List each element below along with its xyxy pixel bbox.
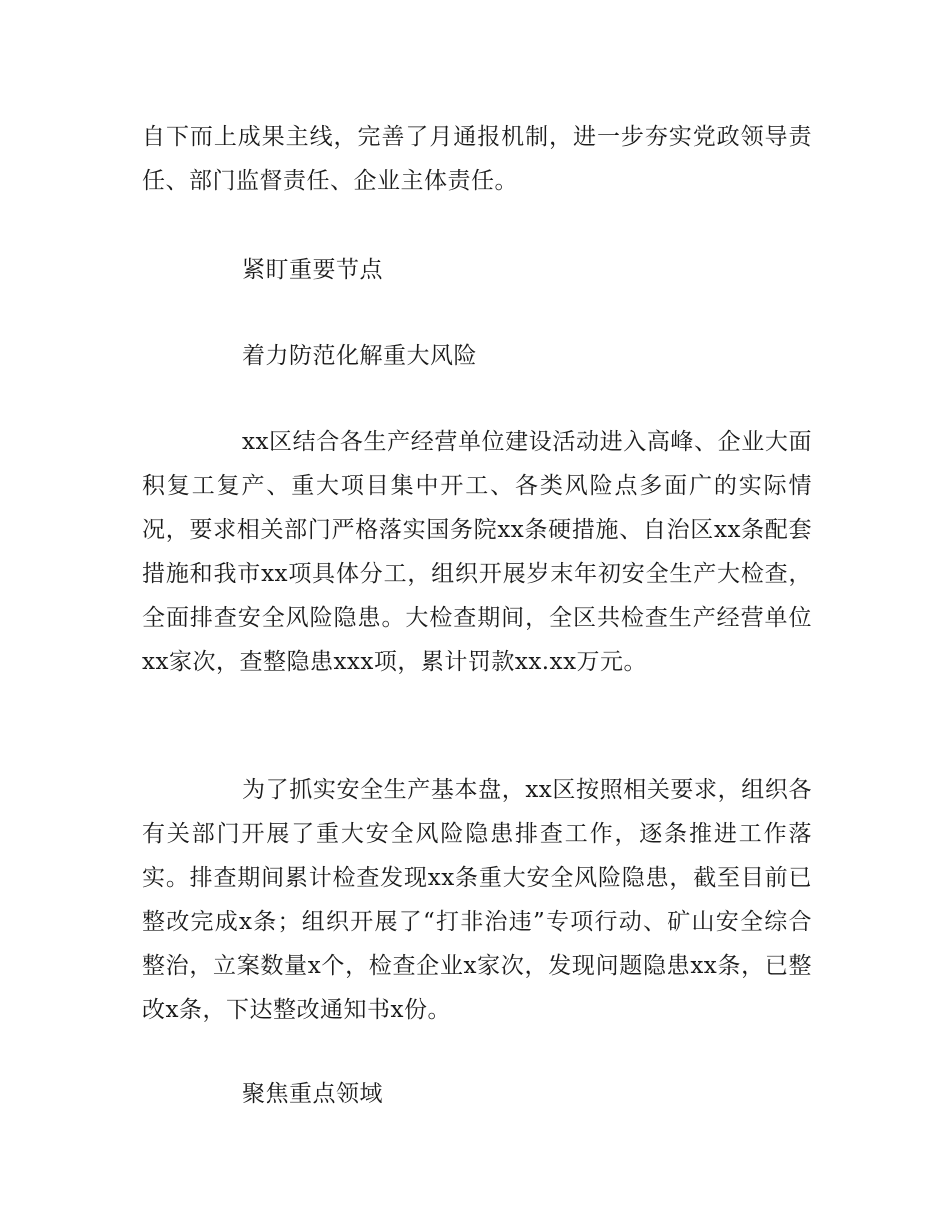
paragraph-hazard-investigation: 为了抓实安全生产基本盘，xx区按照相关要求，组织各有关部门开展了重大安全风险隐患排查工作，逐条推进工作落实。排查期间累计检查发现xx条重大安全风险隐患，截至目前已整改完成x条；组织开展了“打非治违”专项行动、矿山安全综合整治，立案数量x个，检查企业x家次，发现问题隐患xx条，已整改x条，下达整改通知书x份。 [142,777,812,1023]
subheading-key-areas: 聚焦重点领域 [242,1081,383,1107]
paragraph-continuation: 自下而上成果主线，完善了月通报机制，进一步夯实党政领导责任、部门监督责任、企业主体责任。 [142,124,812,194]
paragraph-inspection: xx区结合各生产经营单位建设活动进入高峰、企业大面积复工复产、重大项目集中开工、各类风险点多面广的实际情况，要求相关部门严格落实国务院xx条硬措施、自治区xx条配套措施和我市xx项具体分工，组织开展岁末年初安全生产大检查，全面排查安全风险隐患。大检查期间，全区共检查生产经营单位xx家次，查整隐患xxx项，累计罚款xx.xx万元。 [142,429,812,675]
subheading-key-nodes: 紧盯重要节点 [242,257,383,283]
subheading-prevent-risks: 着力防范化解重大风险 [242,343,477,369]
